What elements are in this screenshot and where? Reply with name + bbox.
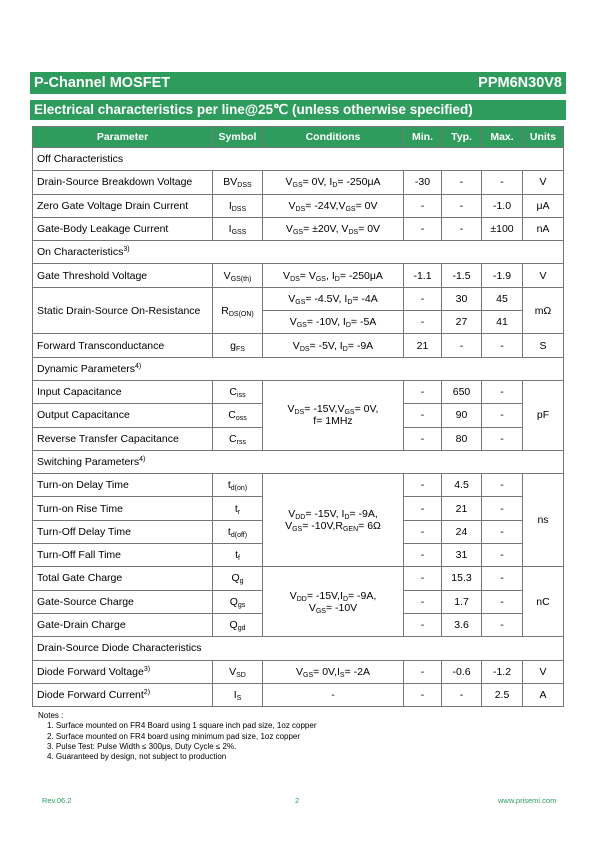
- table-row: [33, 380, 564, 403]
- min-cell: -30: [404, 171, 442, 194]
- symbol-cell: $V_{GS(th)}$: [213, 264, 263, 287]
- min-cell: -: [404, 683, 442, 706]
- max-cell: -: [482, 590, 523, 613]
- typ-cell: -: [442, 194, 482, 217]
- symbol-cell: $BV_{DSS}$: [213, 171, 263, 194]
- max-cell: -: [482, 497, 523, 520]
- symbol-cell: $g_{FS}$: [213, 334, 263, 357]
- conditions-cell: $V_{DS}= -24V,V_{GS}= 0V$: [263, 194, 404, 217]
- param-cell: Input Capacitance: [33, 380, 213, 403]
- symbol-cell: $I_{DSS}$: [213, 194, 263, 217]
- conditions-cell: $V_{DS}= -5V$, $I_D= -9A$: [263, 334, 404, 357]
- max-cell: -: [482, 404, 523, 427]
- col-header: Min.: [404, 127, 442, 148]
- symbol-cell: $t_r$: [213, 497, 263, 520]
- col-header: Symbol: [213, 127, 263, 148]
- table-row: [33, 264, 564, 287]
- conditions-cell: $V_{GS}= 0V,I_S= -2A$: [263, 660, 404, 683]
- min-cell: -: [404, 520, 442, 543]
- max-cell: ±100: [482, 217, 523, 240]
- param-cell: Diode Forward Current$^{2)}$: [33, 683, 213, 706]
- notes-title: Notes :: [38, 711, 64, 720]
- typ-cell: 24: [442, 520, 482, 543]
- min-cell: -1.1: [404, 264, 442, 287]
- symbol-cell: $C_{rss}$: [213, 427, 263, 450]
- symbol-cell: $t_f$: [213, 544, 263, 567]
- table-row: [33, 334, 564, 357]
- symbol-cell: $I_S$: [213, 683, 263, 706]
- param-cell: Gate-Drain Charge: [33, 613, 213, 636]
- min-cell: -: [404, 590, 442, 613]
- unit-cell: ns: [523, 474, 564, 567]
- min-cell: -: [404, 544, 442, 567]
- note-item: 3. Pulse Test: Pulse Width ≤ 300μs, Duty Cycle ≤ 2%.: [47, 741, 237, 751]
- col-header: Typ.: [442, 127, 482, 148]
- param-cell: Output Capacitance: [33, 404, 213, 427]
- col-header: Conditions: [263, 127, 404, 148]
- param-cell: Zero Gate Voltage Drain Current: [33, 194, 213, 217]
- symbol-cell: $I_{GSS}$: [213, 217, 263, 240]
- unit-cell: V: [523, 660, 564, 683]
- conditions-cell: $V_{GS}= -10V$, $I_D= -5A$: [263, 311, 404, 334]
- unit-cell: pF: [523, 380, 564, 450]
- notes: [38, 711, 317, 762]
- min-cell: -: [404, 474, 442, 497]
- typ-cell: 31: [442, 544, 482, 567]
- table-row: [33, 171, 564, 194]
- param-cell: Turn-on Rise Time: [33, 497, 213, 520]
- min-cell: -: [404, 497, 442, 520]
- section-row: [33, 450, 564, 473]
- section-title: Electrical characteristics per line@25℃ (unless otherwise specified): [34, 102, 473, 117]
- max-cell: 41: [482, 311, 523, 334]
- max-cell: 45: [482, 287, 523, 310]
- param-cell: Total Gate Charge: [33, 567, 213, 590]
- min-cell: -: [404, 194, 442, 217]
- min-cell: -: [404, 311, 442, 334]
- typ-cell: -1.5: [442, 264, 482, 287]
- part-number: PPM6N30V8: [478, 75, 562, 91]
- unit-cell: nC: [523, 567, 564, 637]
- device-type: P-Channel MOSFET: [34, 75, 171, 91]
- min-cell: -: [404, 287, 442, 310]
- section-row: [33, 148, 564, 171]
- conditions-cell: $V_{DD}= -15V,I_D= -9A$, $V_{GS}= -10V$: [263, 567, 404, 637]
- table-row: [33, 683, 564, 706]
- table-row: [33, 660, 564, 683]
- max-cell: -: [482, 567, 523, 590]
- conditions-cell: $V_{DD}= -15V$, $I_D= -9A$, $V_{GS}= -10V,R_{GEN}= 6\Omega$: [263, 474, 404, 567]
- param-cell: Turn-Off Delay Time: [33, 520, 213, 543]
- min-cell: -: [404, 217, 442, 240]
- section-row: [33, 241, 564, 264]
- section-row: [33, 637, 564, 660]
- unit-cell: V: [523, 171, 564, 194]
- section-label: Dynamic Parameters$^{4)}$: [33, 357, 564, 380]
- col-header: Units: [523, 127, 564, 148]
- param-cell: Diode Forward Voltage$^{3)}$: [33, 660, 213, 683]
- unit-cell: S: [523, 334, 564, 357]
- note-item: 1. Surface mounted on FR4 Board using 1 square inch pad size, 1oz copper: [47, 721, 317, 731]
- unit-cell: V: [523, 264, 564, 287]
- min-cell: -: [404, 613, 442, 636]
- symbol-cell: $C_{iss}$: [213, 380, 263, 403]
- conditions-cell: $V_{GS}= 0V$, $I_D= -250\mu A$: [263, 171, 404, 194]
- max-cell: -: [482, 613, 523, 636]
- typ-cell: -: [442, 683, 482, 706]
- footer-revision: Rev.06.2: [42, 796, 72, 805]
- footer-page-number: 2: [295, 796, 300, 805]
- symbol-cell: $C_{oss}$: [213, 404, 263, 427]
- symbol-cell: $R_{DS(ON)}$: [213, 287, 263, 334]
- max-cell: -: [482, 380, 523, 403]
- col-header: Parameter: [33, 127, 213, 148]
- max-cell: -: [482, 520, 523, 543]
- table-row: [33, 217, 564, 240]
- col-header: Max.: [482, 127, 523, 148]
- electrical-characteristics-table: [32, 126, 564, 707]
- typ-cell: -0.6: [442, 660, 482, 683]
- min-cell: 21: [404, 334, 442, 357]
- symbol-cell: $Q_g$: [213, 567, 263, 590]
- table-row: [33, 194, 564, 217]
- symbol-cell: $Q_{gs}$: [213, 590, 263, 613]
- section-label: On Characteristics$^{3)}$: [33, 241, 564, 264]
- param-cell: Gate-Source Charge: [33, 590, 213, 613]
- typ-cell: -: [442, 334, 482, 357]
- typ-cell: 1.7: [442, 590, 482, 613]
- section-label: Drain-Source Diode Characteristics: [33, 637, 564, 660]
- table-row: [33, 567, 564, 590]
- typ-cell: 90: [442, 404, 482, 427]
- max-cell: -1.9: [482, 264, 523, 287]
- min-cell: -: [404, 427, 442, 450]
- typ-cell: 3.6: [442, 613, 482, 636]
- min-cell: -: [404, 380, 442, 403]
- max-cell: -1.2: [482, 660, 523, 683]
- section-label: Off Characteristics: [33, 148, 564, 171]
- max-cell: -1.0: [482, 194, 523, 217]
- typ-cell: 15.3: [442, 567, 482, 590]
- note-item: 4. Guaranteed by design, not subject to production: [47, 752, 227, 762]
- max-cell: -: [482, 474, 523, 497]
- min-cell: -: [404, 660, 442, 683]
- max-cell: 2.5: [482, 683, 523, 706]
- typ-cell: 30: [442, 287, 482, 310]
- symbol-cell: $t_{d(on)}$: [213, 474, 263, 497]
- typ-cell: 650: [442, 380, 482, 403]
- conditions-cell: $V_{DS}= -15V,V_{GS}= 0V$, f= 1MHz: [263, 380, 404, 450]
- typ-cell: 27: [442, 311, 482, 334]
- conditions-cell: $V_{DS}= V_{GS}$, $I_D= -250\mu A$: [263, 264, 404, 287]
- conditions-cell: -: [263, 683, 404, 706]
- unit-cell: A: [523, 683, 564, 706]
- min-cell: -: [404, 404, 442, 427]
- conditions-cell: $V_{GS}= \pm 20V$, $V_{DS}= 0V$: [263, 217, 404, 240]
- param-cell: Reverse Transfer Capacitance: [33, 427, 213, 450]
- symbol-cell: $Q_{gd}$: [213, 613, 263, 636]
- max-cell: -: [482, 334, 523, 357]
- table-header-row: [33, 127, 564, 148]
- max-cell: -: [482, 427, 523, 450]
- param-cell: Drain-Source Breakdown Voltage: [33, 171, 213, 194]
- max-cell: -: [482, 171, 523, 194]
- min-cell: -: [404, 567, 442, 590]
- typ-cell: 80: [442, 427, 482, 450]
- typ-cell: 4.5: [442, 474, 482, 497]
- section-row: [33, 357, 564, 380]
- unit-cell: mΩ: [523, 287, 564, 334]
- param-cell: Turn-on Delay Time: [33, 474, 213, 497]
- conditions-cell: $V_{GS}= -4.5V$, $I_D= -4A$: [263, 287, 404, 310]
- param-cell: Forward Transconductance: [33, 334, 213, 357]
- symbol-cell: $V_{SD}$: [213, 660, 263, 683]
- table-row: [33, 287, 564, 310]
- param-cell: Gate Threshold Voltage: [33, 264, 213, 287]
- unit-cell: nA: [523, 217, 564, 240]
- typ-cell: -: [442, 217, 482, 240]
- section-title-bar: [30, 100, 566, 120]
- symbol-cell: $t_{d(off)}$: [213, 520, 263, 543]
- table-row: [33, 474, 564, 497]
- param-cell: Gate-Body Leakage Current: [33, 217, 213, 240]
- param-cell: Turn-Off Fall Time: [33, 544, 213, 567]
- typ-cell: 21: [442, 497, 482, 520]
- param-cell: Static Drain-Source On-Resistance: [33, 287, 213, 334]
- footer-url[interactable]: www.prisemi.com: [498, 796, 557, 805]
- typ-cell: -: [442, 171, 482, 194]
- note-item: 2. Surface mounted on FR4 board using minimum pad size, 1oz copper: [47, 731, 301, 741]
- section-label: Switching Parameters$^{4)}$: [33, 450, 564, 473]
- title-bar: [30, 72, 566, 94]
- unit-cell: μA: [523, 194, 564, 217]
- max-cell: -: [482, 544, 523, 567]
